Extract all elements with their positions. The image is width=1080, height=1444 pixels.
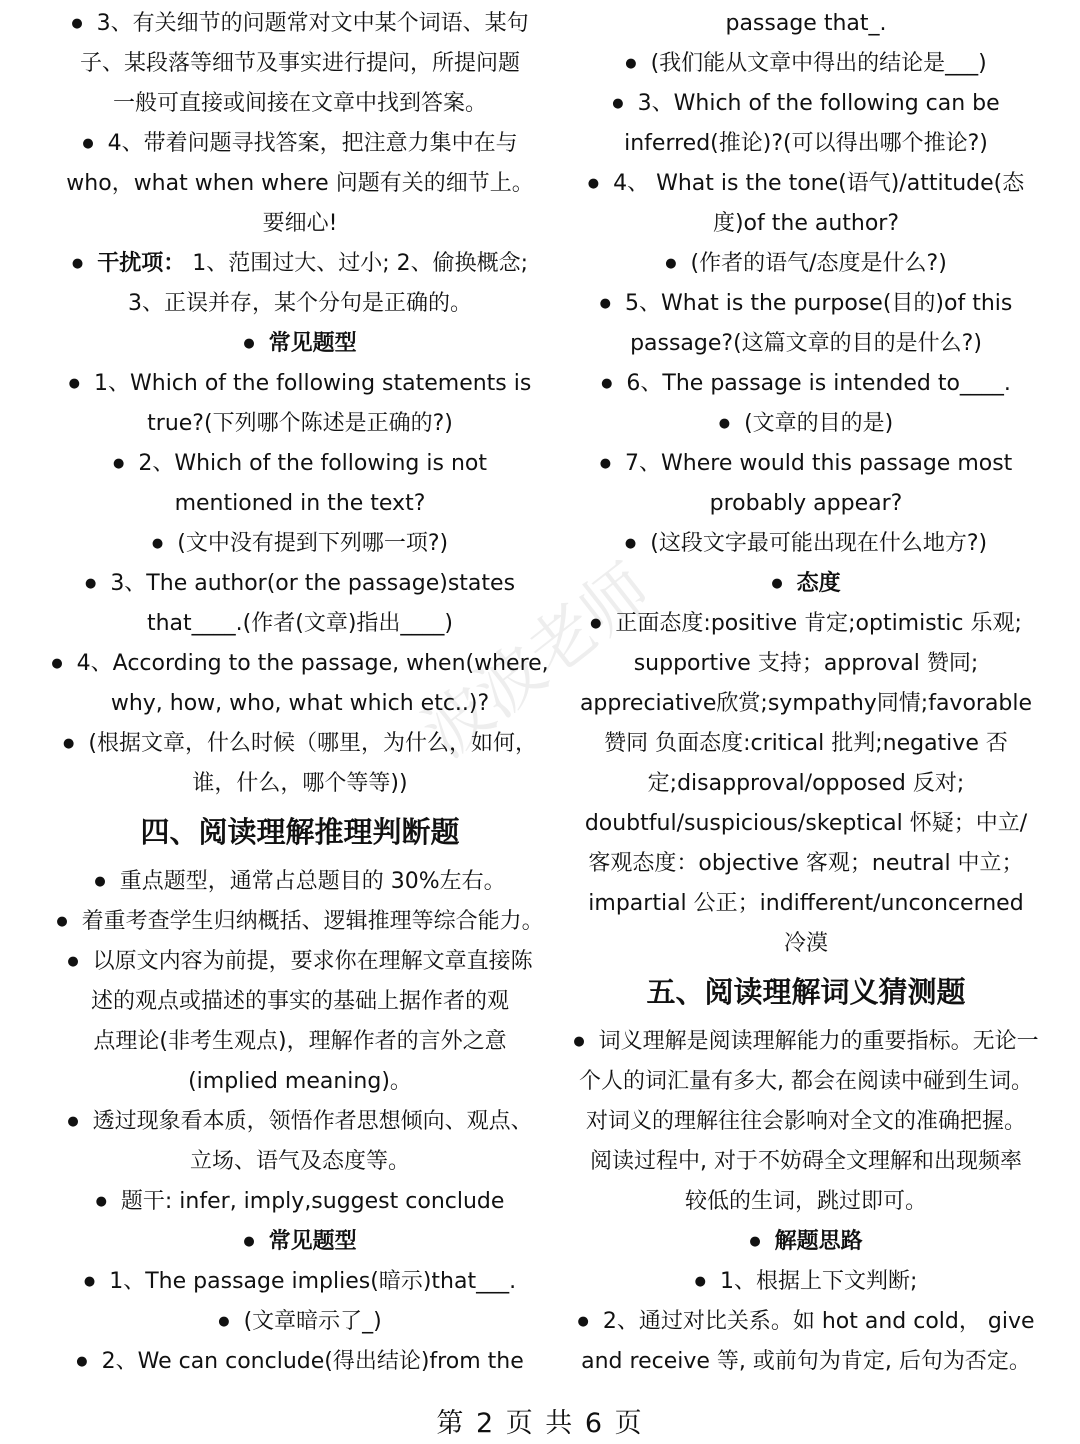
bullet-icon: [67, 949, 92, 974]
bullet-icon: [71, 11, 96, 36]
bullet-item: [552, 1302, 1060, 1342]
line-text: 词义理解是阅读理解能力的重要指标。无论一: [598, 1029, 1039, 1054]
bullet-icon: [243, 1229, 268, 1254]
bullet-item: [552, 84, 1060, 124]
left-block-a: [40, 4, 560, 804]
bullet-icon: [600, 451, 625, 476]
bullet-icon: [243, 331, 268, 356]
bullet-icon: [601, 371, 626, 396]
bullet-icon: [67, 1109, 92, 1134]
bullet-item: [552, 164, 1060, 204]
line-text: 4、According to the passage, when(where,: [76, 651, 549, 676]
line-text: 着重考查学生归纳概括、逻辑推理等综合能力。: [81, 909, 544, 934]
bullet-item: [40, 444, 560, 484]
bullet-item: [40, 364, 560, 404]
text-line: 对词义的理解往往会影响对全文的准确把握。: [585, 1109, 1026, 1134]
line-text: 态度: [796, 571, 841, 596]
text-line: passage?(这篇文章的目的是什么?): [630, 331, 982, 356]
line-text: 以原文内容为前提，要求你在理解文章直接陈: [92, 949, 533, 974]
line-text: 干扰项： 1、范围过大、过小; 2、偷换概念;: [97, 251, 529, 276]
line-text: 正面态度:positive 肯定;optimistic 乐观;: [615, 611, 1022, 636]
bullet-icon: [113, 451, 138, 476]
bullet-icon: [82, 131, 107, 156]
text-line: 个人的词汇量有多大, 都会在阅读中碰到生词。: [579, 1069, 1033, 1094]
bullet-icon: [84, 1269, 109, 1294]
bullet-item: [552, 404, 1060, 444]
bullet-item: [552, 564, 1060, 604]
text-line: 谁，什么，哪个等等)): [192, 771, 408, 796]
text-line: inferred(推论)?(可以得出哪个推论?): [624, 131, 988, 156]
bullet-item: [40, 4, 560, 44]
line-text: 2、We can conclude(得出结论)from the: [101, 1349, 524, 1374]
line-text: (文章的目的是): [744, 411, 894, 436]
bullet-icon: [719, 411, 744, 436]
text-line: 阅读过程中, 对于不妨碍全文理解和出现频率: [590, 1149, 1022, 1174]
bullet-icon: [69, 371, 94, 396]
bullet-icon: [590, 611, 615, 636]
line-text: (这段文字最可能出现在什么地方?): [650, 531, 988, 556]
line-text: (根据文章，什么时候（哪里，为什么，如何，: [88, 731, 537, 756]
bullet-item: [40, 902, 560, 942]
text-line: who，what when where 问题有关的细节上。: [66, 171, 534, 196]
bullet-icon: [625, 531, 650, 556]
bullet-item: [552, 364, 1060, 404]
line-text: 4、 What is the tone(语气)/attitude(态: [613, 171, 1025, 196]
text-line: mentioned in the text?: [174, 491, 426, 516]
bullet-item: [40, 1302, 560, 1342]
bullet-item: [40, 524, 560, 564]
bullet-icon: [695, 1269, 720, 1294]
bullet-icon: [573, 1029, 598, 1054]
bullet-item: [552, 244, 1060, 284]
text-line: (implied meaning)。: [188, 1069, 412, 1094]
text-line: 立场、语气及态度等。: [189, 1149, 410, 1174]
text-line: that____.(作者(文章)指出____): [146, 611, 453, 636]
bullet-icon: [588, 171, 613, 196]
bullet-item: [40, 124, 560, 164]
bullet-icon: [218, 1309, 243, 1334]
bullet-icon: [63, 731, 88, 756]
bullet-item: [40, 724, 560, 764]
bullet-icon: [771, 571, 796, 596]
bullet-item: [40, 1262, 560, 1302]
line-text: 5、What is the purpose(目的)of this: [625, 291, 1013, 316]
text-line: doubtful/suspicious/skeptical 怀疑；中立/: [584, 811, 1028, 836]
text-line: why, how, who, what which etc..)?: [110, 691, 490, 716]
right-column: [552, 4, 1060, 1382]
bullet-item: [552, 604, 1060, 644]
text-line: passage that_.: [725, 11, 887, 36]
bullet-item: [40, 1182, 560, 1222]
bullet-item: [552, 1022, 1060, 1062]
line-text: 2、通过对比关系。如 hot and cold， give: [602, 1309, 1035, 1334]
bullet-item: [40, 1102, 560, 1142]
bullet-item: [40, 644, 560, 684]
line-text: 常见题型: [268, 1229, 357, 1254]
line-text: 4、带着问题寻找答案，把注意力集中在与: [107, 131, 518, 156]
bullet-icon: [72, 251, 97, 276]
line-text: 7、Where would this passage most: [625, 451, 1013, 476]
line-text: 解题思路: [774, 1229, 863, 1254]
text-line: 较低的生词，跳过即可。: [684, 1189, 927, 1214]
bullet-icon: [76, 1349, 101, 1374]
right-block-a: [552, 4, 1060, 964]
text-line: appreciative欣赏;sympathy同情;favorable: [579, 691, 1033, 716]
text-line: 定;disapproval/opposed 反对;: [647, 771, 965, 796]
bullet-item: [552, 1262, 1060, 1302]
line-text: 6、The passage is intended to____.: [626, 371, 1011, 396]
line-text: 题干: infer, imply,suggest conclude: [120, 1189, 505, 1214]
bullet-item: [552, 1222, 1060, 1262]
bullet-icon: [600, 291, 625, 316]
bullet-item: [40, 862, 560, 902]
bullet-item: [552, 524, 1060, 564]
line-text: 常见题型: [268, 331, 357, 356]
bullet-item: [40, 1222, 560, 1262]
text-line: 要细心!: [262, 211, 338, 236]
bullet-item: [552, 284, 1060, 324]
bullet-icon: [152, 531, 177, 556]
line-text: (文章暗示了_): [243, 1309, 382, 1334]
line-text: 3、Which of the following can be: [637, 91, 1000, 116]
bullet-item: [40, 244, 560, 284]
bullet-icon: [612, 91, 637, 116]
bullet-item: [552, 444, 1060, 484]
text-line: 述的观点或描述的事实的基础上据作者的观: [90, 989, 509, 1014]
line-text: 3、The author(or the passage)states: [110, 571, 516, 596]
bullet-item: [552, 44, 1060, 84]
line-text: 2、Which of the following is not: [138, 451, 487, 476]
page-footer: 第 2 页 共 6 页: [436, 1408, 644, 1439]
left-block-b: [40, 862, 560, 1382]
text-line: 赞同 负面态度:critical 批判;negative 否: [604, 731, 1008, 756]
line-text: 1、Which of the following statements is: [94, 371, 532, 396]
line-text: (我们能从文章中得出的结论是___): [650, 51, 987, 76]
line-text: (文中没有提到下列哪一项?): [177, 531, 449, 556]
text-line: 客观态度：objective 客观；neutral 中立；: [588, 851, 1024, 876]
left-column: [40, 4, 560, 1382]
line-text: (作者的语气/态度是什么?): [690, 251, 947, 276]
line-text: 透过现象看本质，领悟作者思想倾向、观点、: [92, 1109, 533, 1134]
bullet-item: [40, 564, 560, 604]
bullet-icon: [625, 51, 650, 76]
bullet-icon: [96, 1189, 121, 1214]
text-line: 点理论(非考生观点)，理解作者的言外之意: [93, 1029, 507, 1054]
text-line: supportive 支持；approval 赞同;: [633, 651, 979, 676]
bullet-item: [40, 942, 560, 982]
bullet-icon: [94, 869, 119, 894]
text-line: 子、某段落等细节及事实进行提问，所提问题: [79, 51, 520, 76]
line-text: 3、有关细节的问题常对文中某个词语、某句: [96, 11, 529, 36]
text-line: true?(下列哪个陈述是正确的?): [147, 411, 453, 436]
text-line: 3、正误并存，某个分句是正确的。: [128, 291, 472, 316]
line-text: 1、根据上下文判断;: [719, 1269, 918, 1294]
section-heading-five: 五、阅读理解词义猜测题: [646, 975, 966, 1009]
bullet-icon: [85, 571, 110, 596]
bullet-item: [40, 1342, 560, 1382]
bullet-icon: [51, 651, 76, 676]
text-line: 一般可直接或间接在文章中找到答案。: [112, 91, 487, 116]
distractor-label: 干扰项：: [97, 251, 186, 276]
line-text: 重点题型，通常占总题目的 30%左右。: [119, 869, 506, 894]
bullet-item: [40, 324, 560, 364]
section-heading-four: 四、阅读理解推理判断题: [140, 815, 460, 849]
watermark: 波波老师: [409, 549, 665, 773]
bullet-icon: [578, 1309, 603, 1334]
text-line: impartial 公正；indifferent/unconcerned: [588, 891, 1024, 916]
text-line: probably appear?: [709, 491, 903, 516]
line-text: 1、The passage implies(暗示)that___.: [109, 1269, 517, 1294]
bullet-icon: [749, 1229, 774, 1254]
right-block-b: [552, 1022, 1060, 1382]
bullet-icon: [56, 909, 81, 934]
text-line: 度)of the author?: [712, 211, 900, 236]
bullet-icon: [665, 251, 690, 276]
text-line: and receive 等, 或前句为肯定, 后句为否定。: [581, 1349, 1031, 1374]
text-line: 冷漠: [783, 931, 828, 956]
